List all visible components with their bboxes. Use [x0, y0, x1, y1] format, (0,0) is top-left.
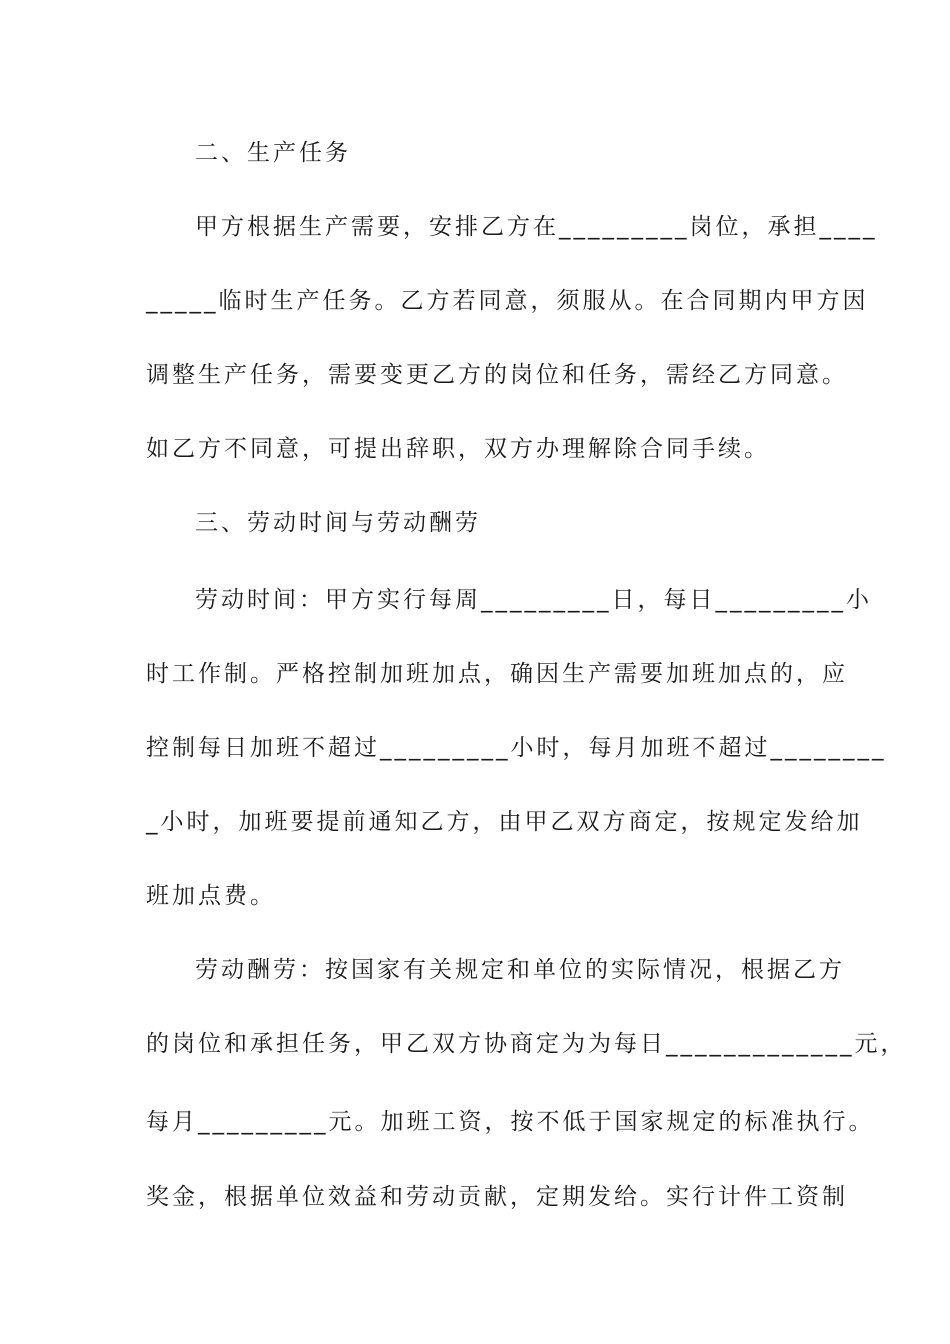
paragraph-line: 每月_________元。加班工资，按不低于国家规定的标准执行。: [146, 1109, 875, 1135]
paragraph-line: 调整生产任务，需要变更乙方的岗位和任务，需经乙方同意。: [146, 362, 848, 388]
paragraph-line: 劳动时间：甲方实行每周_________日，每日_________小: [195, 587, 872, 613]
paragraph-line: 控制每日加班不超过_________小时，每月加班不超过________: [146, 735, 887, 761]
paragraph-line: 奖金，根据单位效益和劳动贡献，定期发给。实行计件工资制: [146, 1184, 848, 1210]
paragraph-line: 班加点费。: [146, 883, 276, 909]
paragraph-line: 如乙方不同意，可提出辞职，双方办理解除合同手续。: [146, 436, 770, 462]
section-heading-production-tasks: 二、生产任务: [195, 140, 351, 166]
section-heading-working-hours-pay: 三、劳动时间与劳动酬劳: [195, 510, 481, 536]
paragraph-line: _小时，加班要提前通知乙方，由甲乙双方商定，按规定发给加: [146, 809, 863, 835]
paragraph-line: 劳动酬劳：按国家有关规定和单位的实际情况，根据乙方: [195, 957, 845, 983]
paragraph-line: 时工作制。严格控制加班加点，确因生产需要加班加点的，应: [146, 661, 848, 687]
paragraph-line: 的岗位和承担任务，甲乙双方协商定为为每日_____________元，: [146, 1031, 907, 1057]
paragraph-line: 甲方根据生产需要，安排乙方在_________岗位，承担____: [195, 214, 878, 240]
paragraph-line: _____临时生产任务。乙方若同意，须服从。在合同期内甲方因: [146, 288, 869, 314]
